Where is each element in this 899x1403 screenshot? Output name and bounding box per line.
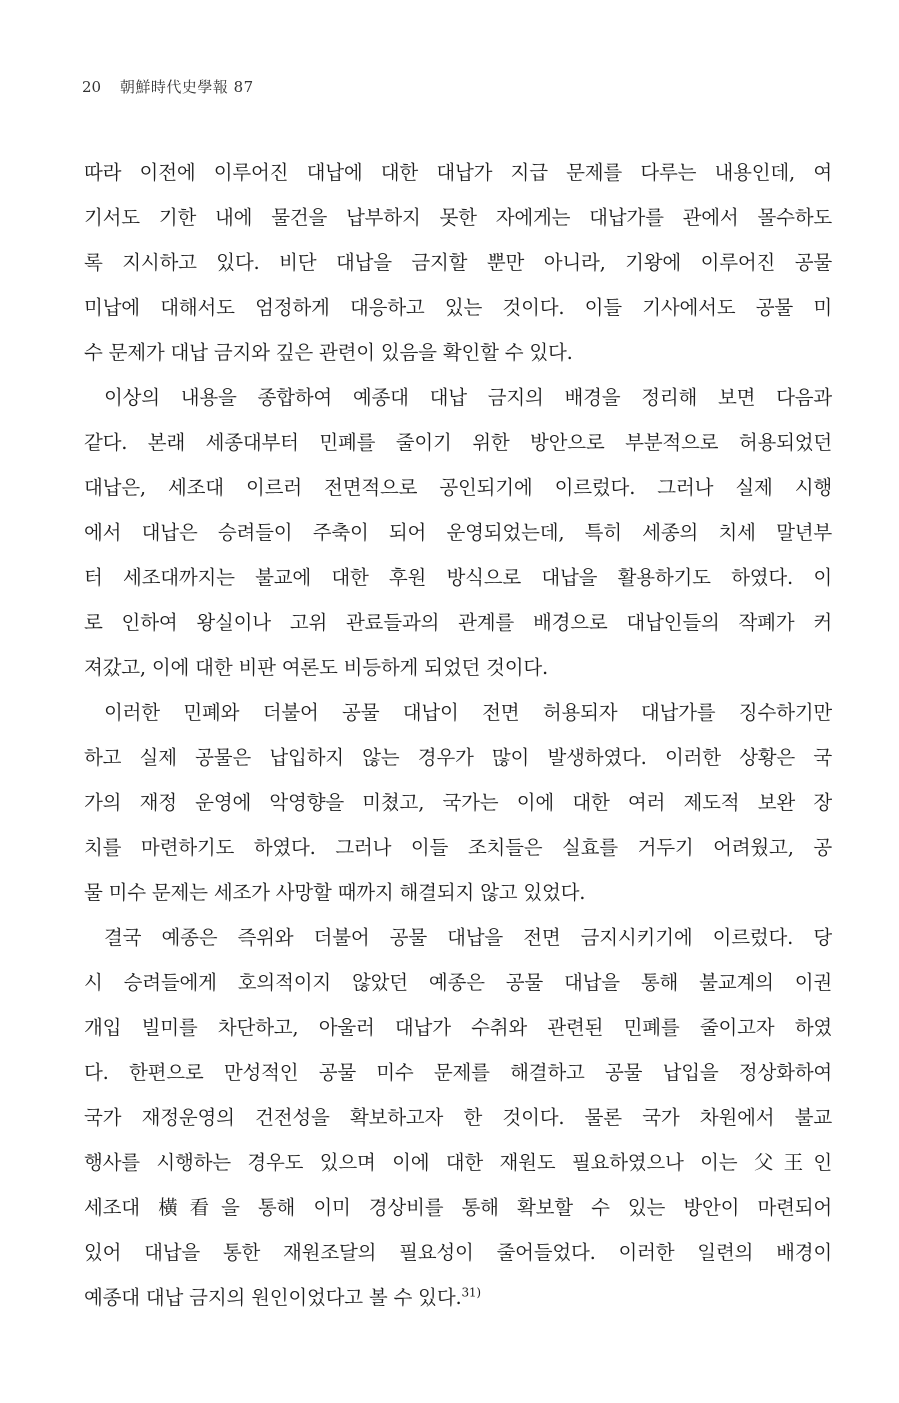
text-line: 미납에 대해서도 엄정하게 대응하고 있는 것이다. 이들 기사에서도 공물 미 <box>84 296 832 319</box>
text-line: 따라 이전에 이루어진 대납에 대한 대납가 지급 문제를 다루는 내용인데, 여 <box>84 161 832 184</box>
text-line: 로 인하여 왕실이나 고위 관료들과의 관계를 배경으로 대납인들의 작폐가 커 <box>84 611 832 634</box>
text-line: 치를 마련하기도 하였다. 그러나 이들 조치들은 실효를 거두기 어려웠고, 공 <box>84 836 832 859</box>
text-line: 이상의 내용을 종합하여 예종대 대납 금지의 배경을 정리해 보면 다음과 <box>104 386 832 409</box>
paragraph <box>84 690 832 915</box>
text-line: 대납은, 세조대 이르러 전면적으로 공인되기에 이르렀다. 그러나 실제 시행 <box>84 476 832 499</box>
body-text <box>84 150 832 1320</box>
paragraph <box>84 375 832 690</box>
text-line: 기서도 기한 내에 물건을 납부하지 못한 자에게는 대납가를 관에서 몰수하도 <box>84 206 832 229</box>
text-line: 예종대 대납 금지의 원인이었다고 볼 수 있다.$^{31)}$ <box>84 1285 481 1309</box>
page-number: 20 <box>82 78 102 96</box>
text-line: 하고 실제 공물은 납입하지 않는 경우가 많이 발생하였다. 이러한 상황은 국 <box>84 746 832 769</box>
text-line: 져갔고, 이에 대한 비판 여론도 비등하게 되었던 것이다. <box>84 656 549 679</box>
text-line: 같다. 본래 세종대부터 민폐를 줄이기 위한 방안으로 부분적으로 허용되었던 <box>84 431 832 454</box>
text-line: 시 승려들에게 호의적이지 않았던 예종은 공물 대납을 통해 불교계의 이권 <box>84 971 832 994</box>
footnote-reference[interactable]: 31) <box>461 1285 481 1300</box>
paragraph <box>84 915 832 1320</box>
text-line: 에서 대납은 승려들이 주축이 되어 운영되었는데, 특히 세종의 치세 말년부 <box>84 521 832 544</box>
text-line: 수 문제가 대납 금지와 깊은 관련이 있음을 확인할 수 있다. <box>84 341 573 364</box>
text-line: 가의 재정 운영에 악영향을 미쳤고, 국가는 이에 대한 여러 제도적 보완 장 <box>84 791 832 814</box>
text-line: 개입 빌미를 차단하고, 아울러 대납가 수취와 관련된 민폐를 줄이고자 하였 <box>84 1016 832 1039</box>
text-line: 있어 대납을 통한 재원조달의 필요성이 줄어들었다. 이러한 일련의 배경이 <box>84 1241 832 1264</box>
text-line: 물 미수 문제는 세조가 사망할 때까지 해결되지 않고 있었다. <box>84 881 586 904</box>
text-line: 행사를 시행하는 경우도 있으며 이에 대한 재원도 필요하였으나 이는 父王인 <box>84 1151 832 1174</box>
paragraph <box>84 150 832 375</box>
text-line: 다. 한편으로 만성적인 공물 미수 문제를 해결하고 공물 납입을 정상화하여 <box>84 1061 832 1084</box>
text-line: 록 지시하고 있다. 비단 대납을 금지할 뿐만 아니라, 기왕에 이루어진 공물 <box>84 251 832 274</box>
text-line: 세조대 橫看을 통해 이미 경상비를 통해 확보할 수 있는 방안이 마련되어 <box>84 1196 832 1219</box>
text-line: 결국 예종은 즉위와 더불어 공물 대납을 전면 금지시키기에 이르렀다. 당 <box>104 926 832 949</box>
text-line: 국가 재정운영의 건전성을 확보하고자 한 것이다. 물론 국가 차원에서 불교 <box>84 1106 832 1129</box>
text-line: 터 세조대까지는 불교에 대한 후원 방식으로 대납을 활용하기도 하였다. 이 <box>84 566 832 589</box>
text-line: 이러한 민폐와 더불어 공물 대납이 전면 허용되자 대납가를 징수하기만 <box>104 701 832 724</box>
journal-title: 朝鮮時代史學報 87 <box>119 78 254 96</box>
running-head <box>82 76 254 97</box>
